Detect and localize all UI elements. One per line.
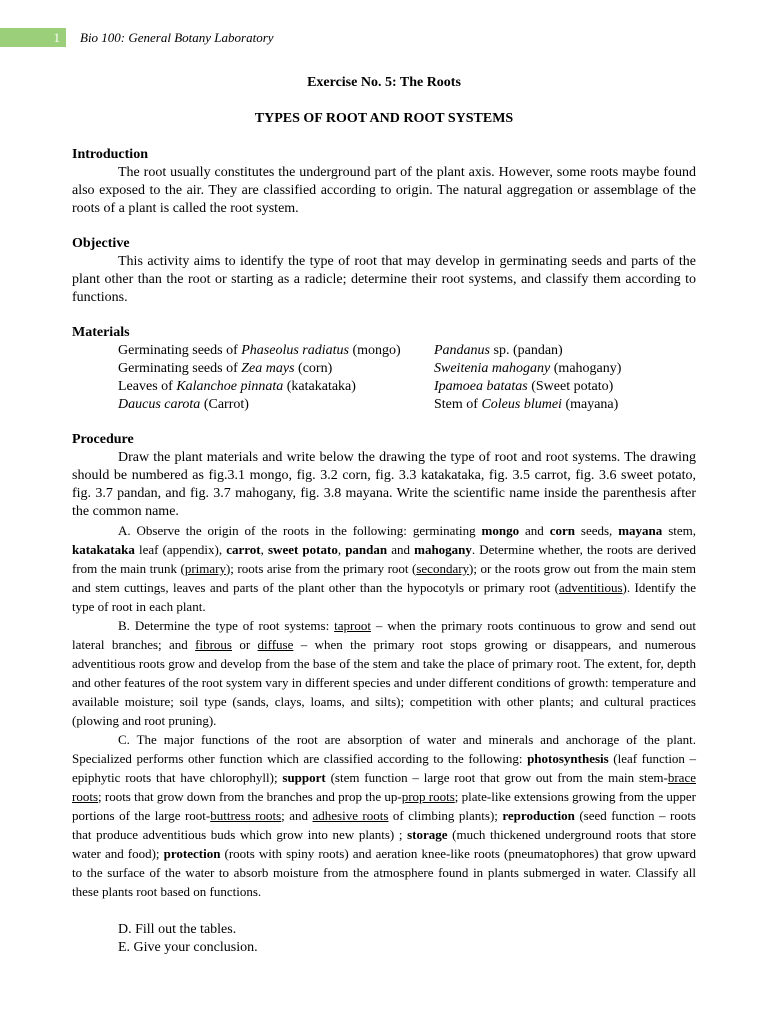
procedure-step-b: B. Determine the type of root systems: taproot – when the primary roots continuous to grow and send out lateral branches; and fibrous or diffuse – when the primary root stops growing or disappears, and numerous adventitious roots grow and develop from the base of the stem and take the place of primary root. The extent, for, depth and other features of the root system vary in different species and under different conditions of growth: temperature and available moisture; soil type (sands, clays, loams, and silts); competition with other plants; and cultural practices (plowing and root pruning). bbox=[72, 618, 696, 728]
section-subtitle: TYPES OF ROOT AND ROOT SYSTEMS bbox=[254, 111, 514, 126]
materials-list bbox=[118, 342, 696, 414]
material-item: Stem of Coleus blumei (mayana) bbox=[434, 397, 619, 412]
material-item: Leaves of Kalanchoe pinnata (katakataka) bbox=[118, 379, 356, 394]
procedure-step-c: C. The major functions of the root are absorption of water and minerals and anchorage of the plant. Specialized performs other function which are classified according to the following: photosynthesis (leaf function – epiphytic roots that have chlorophyll); support (stem function – large root that grow out from the main stem-brace roots; roots that grow down from the branches and prop the up-prop roots; plate-like extensions growing from the upper portions of the large root-buttress roots; and adhesive roots of climbing plants); reproduction (seed function – roots that produce adventitious buds which grow into new plants) ; storage (much thickened underground roots that store water and food); protection (roots with spiny roots) and aeration knee-like roots (pneumatophores) that grow upward to the surface of the water to absorb moisture from the atmosphere found in plants submerged in water. Classify all these plants root based on functions. bbox=[72, 732, 696, 899]
material-item: Daucus carota (Carrot) bbox=[118, 397, 249, 412]
material-item: Germinating seeds of Zea mays (corn) bbox=[118, 361, 333, 376]
material-item: Germinating seeds of Phaseolus radiatus (mongo) bbox=[118, 343, 401, 358]
materials-heading: Materials bbox=[72, 325, 130, 340]
objective-heading: Objective bbox=[72, 236, 130, 251]
material-item: Pandanus sp. (pandan) bbox=[434, 343, 563, 358]
materials-right-column bbox=[434, 342, 621, 414]
introduction-text: The root usually constitutes the underground part of the plant axis. However, some roots maybe found also exposed to the air. They are classified according to origin. The natural aggregation or assemblage of the roots of a plant is called the root system. bbox=[72, 165, 696, 216]
procedure-intro: Draw the plant materials and write below the drawing the type of root and root systems. The drawing should be numbered as fig.3.1 mongo, fig. 3.2 corn, fig. 3.3 katakataka, fig. 3.5 carrot, fig. 3.6 sweet potato, fig. 3.7 pandan, and fig. 3.7 mahogany, fig. 3.8 mayana. Write the scientific name inside the parenthesis after the common name. bbox=[72, 450, 696, 519]
document-body bbox=[72, 74, 696, 957]
procedure-step-e: E. Give your conclusion. bbox=[118, 940, 258, 955]
introduction-heading: Introduction bbox=[72, 147, 148, 162]
procedure-step-d: D. Fill out the tables. bbox=[118, 922, 237, 937]
exercise-title: Exercise No. 5: The Roots bbox=[307, 75, 461, 90]
materials-left-column bbox=[118, 342, 434, 414]
material-item: Ipamoea batatas (Sweet potato) bbox=[434, 379, 614, 394]
material-item: Sweitenia mahogany (mahogany) bbox=[434, 361, 622, 376]
procedure-step-a: A. Observe the origin of the roots in the following: germinating mongo and corn seeds, mayana stem, katakataka leaf (appendix), carrot, sweet potato, pandan and mahogany. Determine whether, the roots are derived from the main trunk (primary); roots arise from the primary root (secondary); or the roots grow out from the main stem and stem cuttings, leaves and parts of the plant other than the hypocotyls or primary root (adventitious). Identify the type of root in each plant. bbox=[72, 523, 696, 614]
objective-text: This activity aims to identify the type of root that may develop in germinating seeds and parts of the plant other than the root or starting as a radicle; determine their root systems, and classify them according to functions. bbox=[72, 254, 696, 305]
page-header bbox=[0, 28, 768, 47]
procedure-heading: Procedure bbox=[72, 432, 134, 447]
course-title: Bio 100: General Botany Laboratory bbox=[80, 30, 274, 45]
page-number: 1 bbox=[0, 28, 66, 47]
